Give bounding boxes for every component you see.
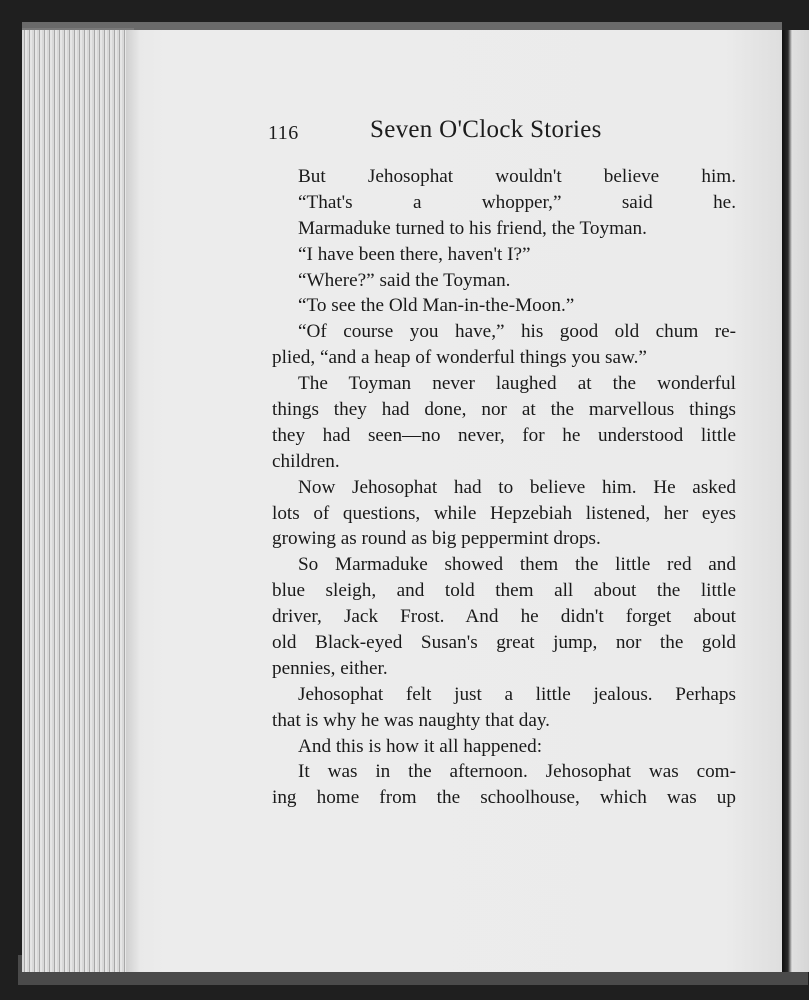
text-line: “Of course you have,” his good old chum re- (298, 321, 736, 343)
text-line: ing home from the schoolhouse, which was up (272, 787, 736, 809)
running-header (268, 116, 738, 150)
text-line: So Marmaduke showed them the little red and (298, 554, 736, 576)
text-line: things they had done, nor at the marvellous things (272, 399, 736, 421)
body-text (272, 164, 736, 811)
text-line: “That's a whopper,” said he. (298, 191, 736, 213)
text-line: Marmaduke turned to his friend, the Toyman. (298, 217, 647, 239)
text-line: old Black-eyed Susan's great jump, nor the gold (272, 632, 736, 654)
text-line: driver, Jack Frost. And he didn't forget about (272, 606, 736, 628)
text-line: children. (272, 450, 340, 472)
text-line: that is why he was naughty that day. (272, 709, 550, 731)
text-line: “To see the Old Man-in-the-Moon.” (298, 295, 575, 317)
text-line: growing as round as big peppermint drops. (272, 528, 601, 550)
text-line: It was in the afternoon. Jehosophat was com- (298, 761, 736, 783)
text-line: lots of questions, while Hepzebiah listened, her eyes (272, 502, 736, 524)
text-line: Jehosophat felt just a little jealous. Perhaps (298, 683, 736, 705)
text-line: plied, “and a heap of wonderful things you saw.” (272, 347, 647, 369)
page-number: 116 (268, 122, 299, 144)
text-line: But Jehosophat wouldn't believe him. (298, 166, 736, 187)
text-line: “I have been there, haven't I?” (298, 243, 531, 265)
text-line: blue sleigh, and told them all about the little (272, 580, 736, 602)
text-line: they had seen—no never, for he understood little (272, 424, 736, 446)
text-line: And this is how it all happened: (298, 735, 543, 757)
text-line: pennies, either. (272, 657, 388, 679)
text-line: “Where?” said the Toyman. (298, 269, 511, 291)
text-line: Now Jehosophat had to believe him. He asked (298, 476, 736, 498)
page-stack-edge (22, 28, 134, 972)
book-gutter (782, 30, 809, 972)
running-title: Seven O'Clock Stories (370, 116, 602, 143)
text-line: The Toyman never laughed at the wonderful (298, 373, 736, 395)
